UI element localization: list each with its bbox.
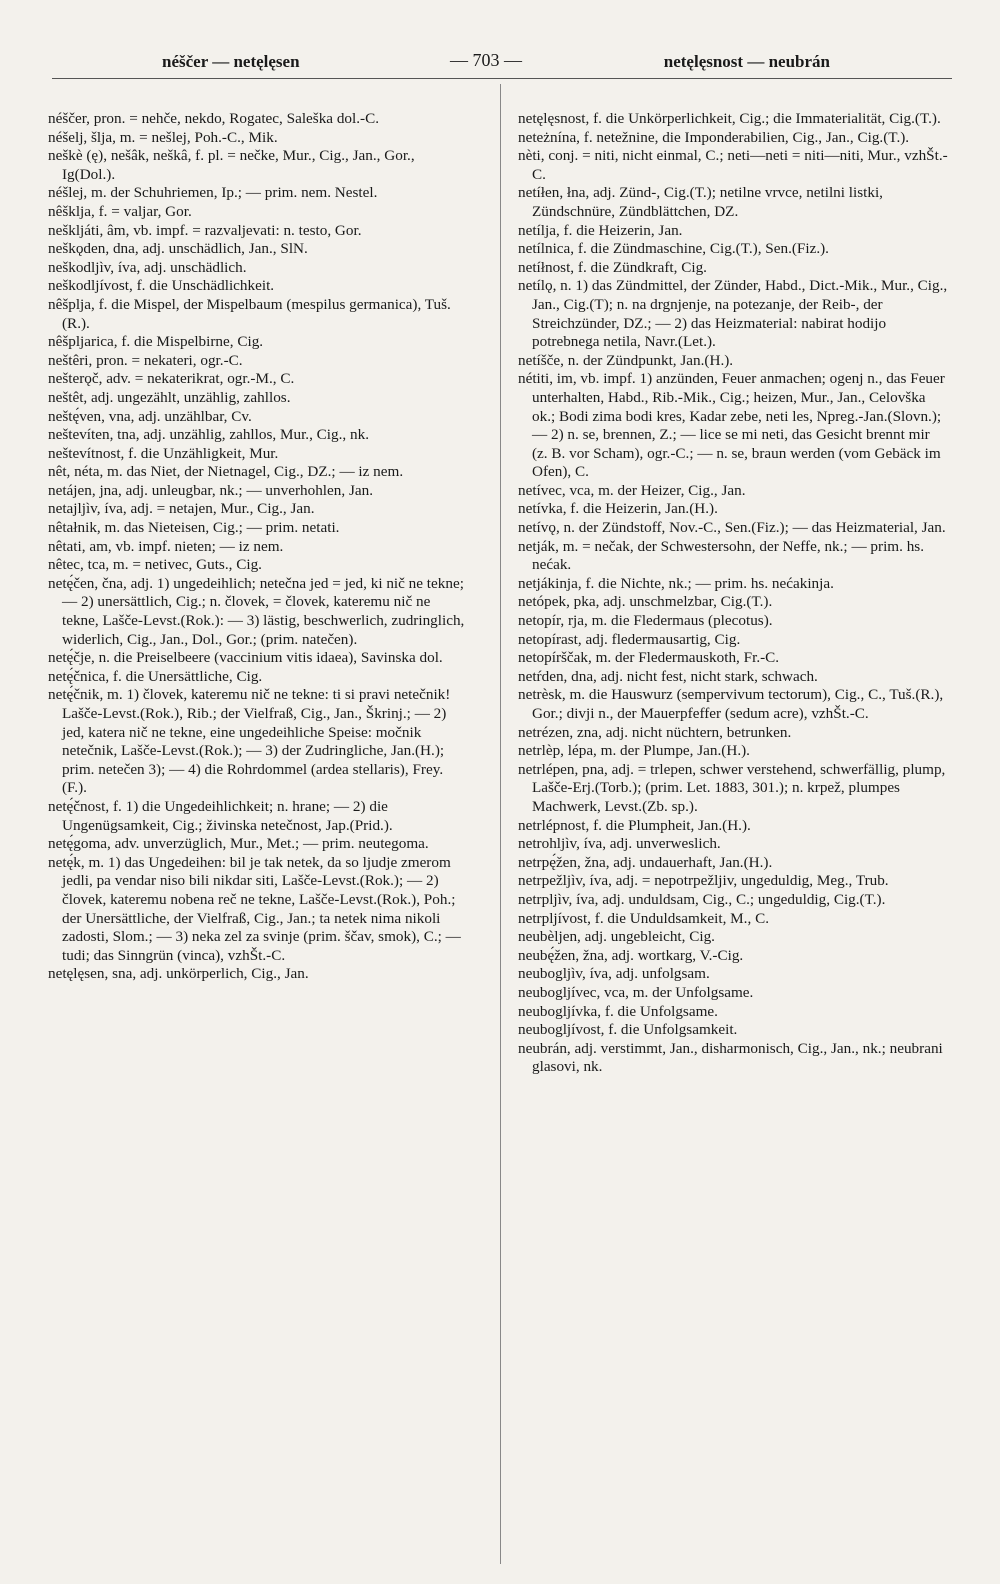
dictionary-entry: nêtałnik, m. das Nieteisen, Cig.; — prim. netati. [48, 519, 340, 537]
dictionary-entry: netęlęsnost, f. die Unkörperlichkeit, Cig.; die Immaterialität, Cig.(T.). [518, 110, 941, 127]
dictionary-entry: neubogljívec, vca, m. der Unfolgsame. [518, 983, 754, 1001]
dictionary-entry: neubogljìv, íva, adj. unfolgsam. [518, 965, 710, 983]
dictionary-entry: netę́čnica, f. die Unersättliche, Cig. [48, 667, 263, 685]
header-right-guideword: netęlęsnost — neubrán [663, 52, 830, 71]
left-column [48, 110, 468, 984]
dictionary-entry: neštę́ven, vna, adj. unzählbar, Cv. [48, 407, 252, 425]
dictionary-entry: netílnica, f. die Zündmaschine, Cig.(T.), Sen.(Fiz.). [518, 240, 829, 258]
dictionary-entry: netę́čnost, f. 1) die Ungedeihlichkeit; n. hrane; — 2) die Ungenügsamkeit, Cig.; živinska netečnost, Jap.(Prid.). [48, 797, 393, 834]
dictionary-entry: nêšplja, f. die Mispel, der Mispelbaum (mespilus germanica), Tuš.(R.). [48, 295, 451, 332]
dictionary-entry: netívec, vca, m. der Heizer, Cig., Jan. [518, 481, 746, 499]
dictionary-entry: neštevítnost, f. die Unzähligkeit, Mur. [48, 444, 279, 462]
page-number: — 703 — [450, 50, 522, 70]
dictionary-entry: neškodljìv, íva, adj. unschädlich. [48, 258, 247, 276]
dictionary-entry: neškè (ę), nešâk, neškâ, f. pl. = nečke, Mur., Cig., Jan., Gor., Ig(Dol.). [48, 147, 415, 183]
dictionary-entry: neštevíten, tna, adj. unzählig, zahllos, Mur., Cig., nk. [48, 426, 369, 444]
header-rule [52, 78, 952, 79]
dictionary-entry: netrpę́žen, žna, adj. undauerhaft, Jan.(H.). [518, 853, 773, 871]
dictionary-entry: netę́čen, čna, adj. 1) ungedeihlich; netečna jed = jed, ki nič ne tekne; — 2) unersättlich, Cig.; n. človek, = človek, kateremu nič ne tekne, Lašče-Levst.(Rok.): — 3) lästig, beschwerlich, zudringlich, widerlich, Cig., Jan., Dol., Gor.; (prim. natečen). [48, 574, 465, 648]
dictionary-entry: neštêt, adj. ungezählt, unzählig, zahllos. [48, 388, 291, 406]
dictionary-entry: netopír, rja, m. die Fledermaus (plecotus). [518, 612, 773, 630]
dictionary-entry: netrpežljìv, íva, adj. = nepotrpežljiv, ungeduldig, Meg., Trub. [518, 872, 889, 890]
dictionary-entry: neškljáti, âm, vb. impf. = razvaljevati: n. testo, Gor. [48, 221, 362, 239]
page-header [150, 48, 830, 78]
dictionary-entry: netílǫ, n. 1) das Zündmittel, der Zünder, Habd., Dict.-Mik., Mur., Cig., Jan., Cig.(T); n. na drgnjenje, na potezanje, der Reib-, der Streichzünder, DZ.; — 2) das Heizmaterial: nabirat hodijo potrebnega netila, Navr.(Let.). [518, 277, 948, 351]
dictionary-entry: nêšklja, f. = valjar, Gor. [48, 202, 192, 220]
dictionary-entry: netópek, pka, adj. unschmelzbar, Cig.(T.). [518, 593, 773, 611]
dictionary-entry: nèti, conj. = niti, nicht einmal, C.; neti—neti = niti—niti, Mur., vzhŠt.-C. [518, 147, 948, 183]
dictionary-entry: nêtati, am, vb. impf. nieten; — iz nem. [48, 537, 284, 555]
dictionary-entry: netrézen, zna, adj. nicht nüchtern, betrunken. [518, 723, 792, 741]
right-column [518, 110, 948, 1077]
dictionary-entry: nêšpljarica, f. die Mispelbirne, Cig. [48, 333, 264, 351]
header-left-guideword: néščer — netęlęsen [162, 52, 300, 71]
dictionary-entry: netrpljívost, f. die Unduldsamkeit, M., C. [518, 909, 769, 927]
dictionary-entry: néšlej, m. der Schuhriemen, Ip.; — prim. nem. Nestel. [48, 184, 378, 202]
dictionary-entry: neubę́žen, žna, adj. wortkarg, V.-Cig. [518, 946, 744, 964]
dictionary-entry: netrohljìv, íva, adj. unverweslich. [518, 835, 721, 853]
dictionary-entry: neškodljívost, f. die Unschädlichkeit. [48, 277, 275, 295]
dictionary-entry: neškǫden, dna, adj. unschädlich, Jan., SlN. [48, 240, 308, 258]
dictionary-entry: netívǫ, n. der Zündstoff, Nov.-C., Sen.(Fiz.); — das Heizmaterial, Jan. [518, 519, 946, 537]
dictionary-entry: netę́goma, adv. unverzüglich, Mur., Met.; — prim. neutegoma. [48, 835, 429, 853]
dictionary-entry: netíłnost, f. die Zündkraft, Cig. [518, 258, 707, 276]
dictionary-entry: netę́čje, n. die Preiselbeere (vaccinium vitis idaea), Savinska dol. [48, 649, 443, 667]
dictionary-entry: nêt, néta, m. das Niet, der Nietnagel, Cig., DZ.; — iz nem. [48, 463, 404, 481]
dictionary-entry: netrpljìv, íva, adj. unduldsam, Cig., C.; ungeduldig, Cig.(T.). [518, 890, 886, 908]
dictionary-entry: netajljìv, íva, adj. = netajen, Mur., Cig., Jan. [48, 500, 315, 518]
dictionary-entry: netŕden, dna, adj. nicht fest, nicht stark, schwach. [518, 667, 818, 685]
dictionary-entry: neteżnína, f. netežnine, die Imponderabilien, Cig., Jan., Cig.(T.). [518, 128, 910, 146]
dictionary-entry: netájen, jna, adj. unleugbar, nk.; — unverhohlen, Jan. [48, 481, 373, 499]
dictionary-entry: netopírščak, m. der Fledermauskoth, Fr.-C. [518, 649, 780, 667]
dictionary-entry: nêtec, tca, m. = netivec, Guts., Cig. [48, 556, 262, 574]
dictionary-entry: netęlęsen, sna, adj. unkörperlich, Cig., Jan. [48, 965, 309, 983]
dictionary-entry: netrlèp, lépa, m. der Plumpe, Jan.(H.). [518, 742, 750, 760]
dictionary-entry: néšelj, šlja, m. = nešlej, Poh.-C., Mik. [48, 128, 278, 146]
dictionary-entry: netopírast, adj. fledermausartig, Cig. [518, 630, 741, 648]
dictionary-entry: neštêri, pron. = nekateri, ogr.-C. [48, 351, 243, 369]
dictionary-entry: neubèljen, adj. ungebleicht, Cig. [518, 928, 715, 946]
dictionary-entry: netják, m. = nečak, der Schwestersohn, der Neffe, nk.; — prim. hs. nećak. [518, 537, 925, 574]
column-divider [500, 84, 501, 1564]
dictionary-entry: netę́čnik, m. 1) človek, kateremu nič ne tekne: ti si pravi netečnik! Lašče-Levst.(Rok.), Rib.; der Vielfraß, Cig., Jan., Škrinj.; — 2) jed, katera nič ne tekne, eine ungedeihliche Speise: močnik netečnik, Lašče-Levst.(Rok.); — 3) der Zudringliche, Jan.(H.); prim. netečen 3); — 4) die Rohrdommel (ardea stellaris), Frey.(F.). [48, 686, 451, 797]
dictionary-entry: netrlépnost, f. die Plumpheit, Jan.(H.). [518, 816, 751, 834]
dictionary-entry: netjákinja, f. die Nichte, nk.; — prim. hs. nećakinja. [518, 574, 834, 592]
dictionary-entry: netíšče, n. der Zündpunkt, Jan.(H.). [518, 351, 734, 369]
dictionary-entry: nétiti, im, vb. impf. 1) anzünden, Feuer anmachen; ogenj n., das Feuer unterhalten, Habd., Rib.-Mik., Cig.; heizen, Mur., Jan., Celovška ok.; Bodi zima bodi kres, Kadar zebe, neti les, Npreg.-Jan.(Slovn.); — 2) n. se, brennen, Z.; — lice se mi neti, das Gesicht brennt mir (z. B. vor Scham), ogr.-C.; — n. se, braun werden (vom Gebäck im Ofen), C. [518, 370, 945, 481]
dictionary-entry: netívka, f. die Heizerin, Jan.(H.). [518, 500, 718, 518]
dictionary-entry: nešterǫč, adv. = nekaterikrat, ogr.-M., C. [48, 370, 295, 388]
dictionary-entry: neubogljívka, f. die Unfolgsame. [518, 1002, 718, 1020]
dictionary-entry: netę́k, m. 1) das Ungedeihen: bil je tak netek, da so ljudje zmerom jedli, pa vendar niso bili nikdar siti, Lašče-Levst.(Rok.); — 2) človek, kateremu nobena reč ne tekne, Lašče-Levst.(Rok.), Poh.; der Unersättliche, der Vielfraß, Cig., Jan.; ta netek nima nikoli zadosti, Slom.; — 3) neka zel za svinje (prim. ščav, smok), C.; — tudi; das Sinngrün (vinca), vzhŠt.-C. [48, 853, 461, 964]
dictionary-entry: netílja, f. die Heizerin, Jan. [518, 221, 683, 239]
dictionary-entry: netíłen, łna, adj. Zünd-, Cig.(T.); netilne vrvce, netilni listki, Zündschnüre, Zündblättchen, DZ. [518, 184, 883, 220]
dictionary-entry: netrèsk, m. die Hauswurz (sempervivum tectorum), Cig., C., Tuš.(R.), Gor.; divji n., der Mauerpfeffer (sedum acre), vzhŠt.-C. [518, 686, 944, 722]
dictionary-entry: neubogljívost, f. die Unfolgsamkeit. [518, 1021, 738, 1039]
dictionary-entry: netrlépen, pna, adj. = trlepen, schwer verstehend, schwerfällig, plump, Lašče-Erj.(Torb.); (prim. Let. 1883, 301.); n. krpež, plumpes Machwerk, Levst.(Zb. sp.). [518, 760, 946, 815]
dictionary-entry: néščer, pron. = nehče, nekdo, Rogatec, Saleška dol.-C. [48, 110, 380, 127]
dictionary-entry: neubrán, adj. verstimmt, Jan., disharmonisch, Cig., Jan., nk.; neubrani glasovi, nk. [518, 1039, 943, 1076]
